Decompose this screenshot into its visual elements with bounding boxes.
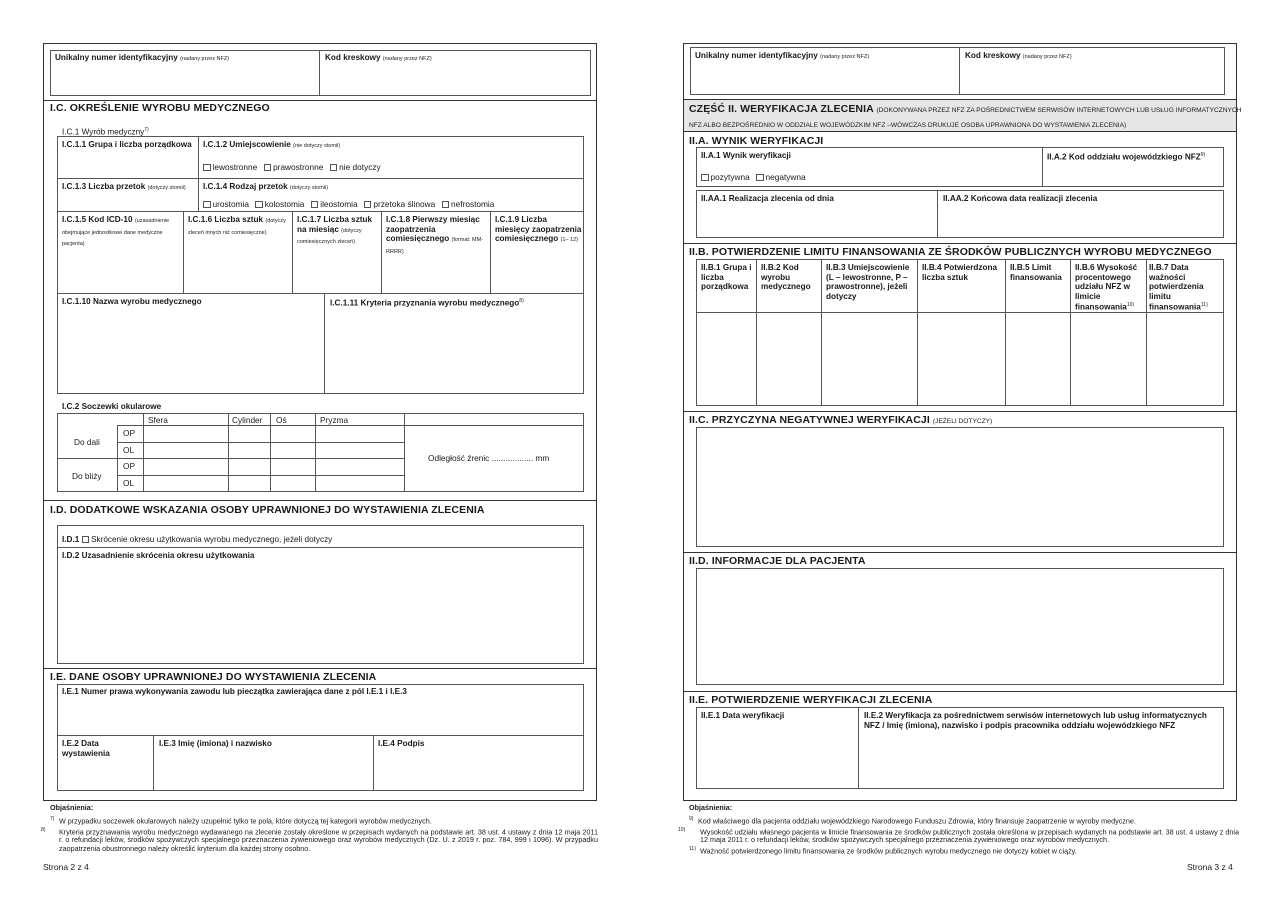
grid-line <box>324 293 325 394</box>
footnote-8: 8) Kryteria przyznawania wyrobu medycznego wydawanego na zlecenie zostały określone w przepisach wydanych na podstawie art. 38 ust. 4 ustawy z dnia 12 maja 2011 r. o refundacji leków, środków spożywczych specjalnego przeznaczenia żywieniowego oraz wyrobów medycznych (Dz. U. z 2019 r. poz. 784, 999 i 1096). W przypadku zaopatrzenia obustronnego należy określić kryterium dla każdej strony osobno. <box>41 826 598 853</box>
iie1-label: II.E.1 Data weryfikacji <box>701 711 785 720</box>
ic13-label: I.C.1.3 Liczba przetok (dotyczy stomii) <box>62 182 186 191</box>
lens-far: Do dali <box>74 437 100 447</box>
section-id-title: I.D. DODATKOWE WSKAZANIA OSOBY UPRAWNIONEJ DO WYSTAWIENIA ZLECENIA <box>50 504 485 516</box>
checkbox[interactable] <box>442 201 450 209</box>
footnote-11: 11) Ważność potwierdzonego limitu finansowania ze środków publicznych wyrobu medycznego nie dotyczy kobiet w ciąży. <box>689 845 1077 855</box>
section-iib-title: II.B. POTWIERDZENIE LIMITU FINANSOWANIA ZE ŚRODKÓW PUBLICZNYCH WYROBU MEDYCZNEGO <box>689 246 1212 258</box>
grid-line <box>198 136 199 211</box>
grid-line <box>183 211 184 293</box>
grid-line <box>57 293 584 294</box>
unique-id-label: Unikalny numer identyfikacyjny (nadany przez NFZ) <box>695 51 870 60</box>
grid-line <box>117 442 404 443</box>
iiaa1-label: II.AA.1 Realizacja zlecenia od dnia <box>701 194 834 203</box>
footnotes <box>41 803 598 853</box>
iid-field[interactable] <box>696 568 1224 685</box>
iia1-label: II.A.1 Wynik weryfikacji <box>701 151 791 160</box>
checkbox[interactable] <box>255 201 263 209</box>
barcode-field[interactable] <box>320 64 590 95</box>
ic111-label: I.C.1.11 Kryteria przyznania wyrobu medycznego$^{8)}$ <box>330 298 524 308</box>
section-divider <box>683 131 1237 132</box>
section-iic-title: II.C. PRZYCZYNA NEGATYWNEJ WERYFIKACJI (JEŻELI DOTYCZY) <box>689 414 993 426</box>
ie4-label: I.E.4 Podpis <box>378 739 425 748</box>
ie2-label: I.E.2 Data wystawienia <box>62 739 110 758</box>
iib6-label: II.B.6 Wysokość procentowego udziału NFZ w limicie finansowania$^{10)}$ <box>1075 263 1138 312</box>
checkbox[interactable] <box>264 164 272 172</box>
pupil-distance: Odległość źrenic .................. mm <box>428 453 550 463</box>
ic12-label: I.C.1.2 Umiejscowienie (nie dotyczy stomii) <box>203 140 341 149</box>
ic11-label: I.C.1.1 Grupa i liczba porządkowa <box>62 140 192 149</box>
iib7-label: II.B.7 Data ważności potwierdzenia limitu finansowania$^{11)}$ <box>1149 263 1208 312</box>
ic19-label: I.C.1.9 Liczba miesięcy zaopatrzenia comiesięcznego (1– 12) <box>495 215 582 243</box>
checkbox[interactable] <box>364 201 372 209</box>
section-divider <box>683 99 1237 100</box>
grid-line <box>1146 259 1147 406</box>
ic14-options <box>203 199 498 209</box>
section-iie-title: II.E. POTWIERDZENIE WERYFIKACJI ZLECENIA <box>689 694 933 706</box>
footnotes <box>678 803 1239 855</box>
section-iia-title: II.A. WYNIK WERYFIKACJI <box>689 135 824 147</box>
grid-line <box>821 259 822 406</box>
part2-note: NFZ ALBO BEZPOŚREDNIO W ODDZIALE WOJEWÓDZKIM NFZ –WÓWCZAS DRUKUJE OSOBA UPRAWNIONA DO WYSTAWIENIA ZLECENIA) <box>689 122 1127 129</box>
far-ol: OL <box>123 445 135 455</box>
footnote-7: 7) W przypadku soczewek okularowych należy uzupełnić tylko te pola, które dotyczą tej kategorii wyrobów medycznych. <box>50 816 432 826</box>
grid-line <box>1005 259 1006 406</box>
checkbox[interactable] <box>203 164 211 172</box>
iia2-label: II.A.2 Kod oddziału wojewódzkiego NFZ$^{9)}$ <box>1047 152 1206 162</box>
option-right[interactable]: prawostronne <box>264 162 324 172</box>
grid-line <box>117 475 404 476</box>
ie-box <box>57 684 584 791</box>
option-na[interactable]: nie dotyczy <box>330 162 381 172</box>
section-divider <box>43 500 597 501</box>
iic-field[interactable] <box>696 427 1224 547</box>
iiaa2-label: II.AA.2 Końcowa data realizacji zlecenia <box>943 194 1098 203</box>
grid-line <box>117 425 404 426</box>
grid-line <box>57 735 584 736</box>
id1-row: I.D.1 Skrócenie okresu użytkowania wyrobu medycznego, jeżeli dotyczy <box>62 535 333 544</box>
lens-col-sphere: Sfera <box>148 415 168 425</box>
section-divider <box>683 411 1237 412</box>
ic15-label: I.C.1.5 Kod ICD-10 (uzasadnienie obejmujące jednostkowe dane medyczne pacjenta) <box>62 215 170 247</box>
checkbox[interactable] <box>311 201 319 209</box>
page-number: Strona 2 z 4 <box>43 862 89 872</box>
grid-line <box>292 211 293 293</box>
unique-id-label: Unikalny numer identyfikacyjny (nadany przez NFZ) <box>55 53 230 62</box>
section-divider <box>683 552 1237 553</box>
section-divider <box>683 691 1237 692</box>
iib4-label: II.B.4 Potwierdzona liczba sztuk <box>922 263 998 282</box>
iia1-options <box>701 172 810 182</box>
checkbox[interactable] <box>330 164 338 172</box>
shorten-usage-checkbox[interactable] <box>82 536 90 544</box>
footnotes-title: Objaśnienia: <box>50 803 94 812</box>
section-ic-title: I.C. OKREŚLENIE WYROBU MEDYCZNEGO <box>50 102 270 114</box>
grid-line <box>57 547 584 548</box>
far-op: OP <box>123 428 135 438</box>
lens-col-axis: Oś <box>276 415 287 425</box>
ic1-grid <box>57 136 584 394</box>
lens-near: Do bliży <box>72 471 102 481</box>
unique-id-field[interactable] <box>691 62 958 94</box>
ic16-label: I.C.1.6 Liczba sztuk (dotyczy zleceń innych niż comiesięczne) <box>188 215 286 236</box>
option-urostomia[interactable]: urostomia <box>203 199 249 209</box>
option-negative[interactable]: negatywna <box>756 172 806 182</box>
grid-line <box>1070 259 1071 406</box>
grid-line <box>373 735 374 791</box>
section-ie-title: I.E. DANE OSOBY UPRAWNIONEJ DO WYSTAWIENIA ZLECENIA <box>50 671 377 683</box>
iib3-label: II.B.3 Umiejscowienie (L – lewostronne, P – prawostronne), jeżeli dotyczy <box>826 263 910 301</box>
part2-title: CZĘŚĆ II. WERYFIKACJA ZLECENIA (DOKONYWANA PRZEZ NFZ ZA POŚREDNICTWEM SERWISÓW INTERNETOWYCH LUB USŁUG INFORMATYCZNYCH <box>689 103 1242 115</box>
grid-line <box>756 259 757 406</box>
lens-col-cylinder: Cylinder <box>232 415 263 425</box>
ic17-label: I.C.1.7 Liczba sztuk na miesiąc (dotyczy comiesięcznych zleceń) <box>297 215 373 245</box>
section-divider <box>43 668 597 669</box>
grid-line <box>57 178 584 179</box>
barcode-field[interactable] <box>960 62 1224 94</box>
option-salivary[interactable]: przetoka ślinowa <box>364 199 435 209</box>
ic2-label: I.C.2 Soczewki okularowe <box>62 402 162 411</box>
section-divider <box>683 243 1237 244</box>
ie3-label: I.E.3 Imię (imiona) i nazwisko <box>159 739 272 748</box>
checkbox[interactable] <box>756 174 764 182</box>
grid-line <box>153 735 154 791</box>
footnote-10: 10) Wysokość udziału własnego pacjenta w limicie finansowania ze środków publicznych została określona w przepisach wydanych na podstawie art. 38 ust. 4 ustawy z dnia 12 maja 2011 r. o refundacji leków, środków spożywczych specjalnego przeznaczenia żywieniowego oraz wyrobów medycznych. <box>678 826 1239 845</box>
footnote-9: 9) Kod właściwego dla pacjenta oddziału wojewódzkiego Narodowego Funduszu Zdrowia, który finansuje zaopatrzenie w wyroby medyczne. <box>689 816 1136 826</box>
page-3 <box>640 0 1280 905</box>
grid-line <box>404 425 584 426</box>
section-divider <box>43 100 597 101</box>
near-ol: OL <box>123 478 135 488</box>
barcode-label: Kod kreskowy (nadany przez NFZ) <box>965 51 1072 60</box>
grid-line <box>858 707 859 789</box>
unique-id-field[interactable] <box>51 64 318 95</box>
ic1-label: I.C.1 Wyrób medyczny$^{7)}$ <box>62 127 149 137</box>
grid-line <box>917 259 918 406</box>
option-nefrostomia[interactable]: nefrostomia <box>442 199 495 209</box>
grid-line <box>490 211 491 293</box>
ic14-label: I.C.1.4 Rodzaj przetok (dotyczy stomii) <box>203 182 329 191</box>
iie2-label: II.E.2 Weryfikacja za pośrednictwem serwisów internetowych lub usług informatycznych NFZ / Imię (imiona), nazwisko i podpis pracownika oddziału wojewódzkiego NFZ <box>864 711 1207 730</box>
grid-line <box>381 211 382 293</box>
grid-line <box>57 458 404 459</box>
lens-col-prism: Pryzma <box>320 415 349 425</box>
option-kolostomia[interactable]: kolostomia <box>255 199 304 209</box>
barcode-label: Kod kreskowy (nadany przez NFZ) <box>325 53 432 62</box>
section-iid-title: II.D. INFORMACJE DLA PACJENTA <box>689 555 866 567</box>
option-left[interactable]: lewostronne <box>203 162 257 172</box>
option-positive[interactable]: pozytywna <box>701 172 750 182</box>
page-number: Strona 3 z 4 <box>1187 862 1233 872</box>
grid-line <box>937 190 938 238</box>
checkbox[interactable] <box>701 174 709 182</box>
ic18-label: I.C.1.8 Pierwszy miesiąc zaopatrzenia comiesięcznego (format: MM-RRRR) <box>386 215 484 255</box>
ic12-options <box>203 162 385 172</box>
id-box <box>57 525 584 664</box>
ie1-label: I.E.1 Numer prawa wykonywania zawodu lub pieczątka zawierająca dane z pól I.E.1 i I.E.3 <box>62 687 407 696</box>
near-op: OP <box>123 461 135 471</box>
iib1-label: II.B.1 Grupa i liczba porządkowa <box>701 263 752 291</box>
ic110-label: I.C.1.10 Nazwa wyrobu medycznego <box>62 297 202 306</box>
option-ileostomia[interactable]: ileostomia <box>311 199 358 209</box>
grid-line <box>57 211 584 212</box>
iib5-label: II.B.5 Limit finansowania <box>1010 263 1062 282</box>
iib2-label: II.B.2 Kod wyrobu medycznego <box>761 263 811 291</box>
checkbox[interactable] <box>203 201 211 209</box>
footnotes-title: Objaśnienia: <box>689 803 733 812</box>
id2-label: I.D.2 Uzasadnienie skrócenia okresu użytkowania <box>62 551 255 560</box>
grid-line <box>1042 147 1043 187</box>
